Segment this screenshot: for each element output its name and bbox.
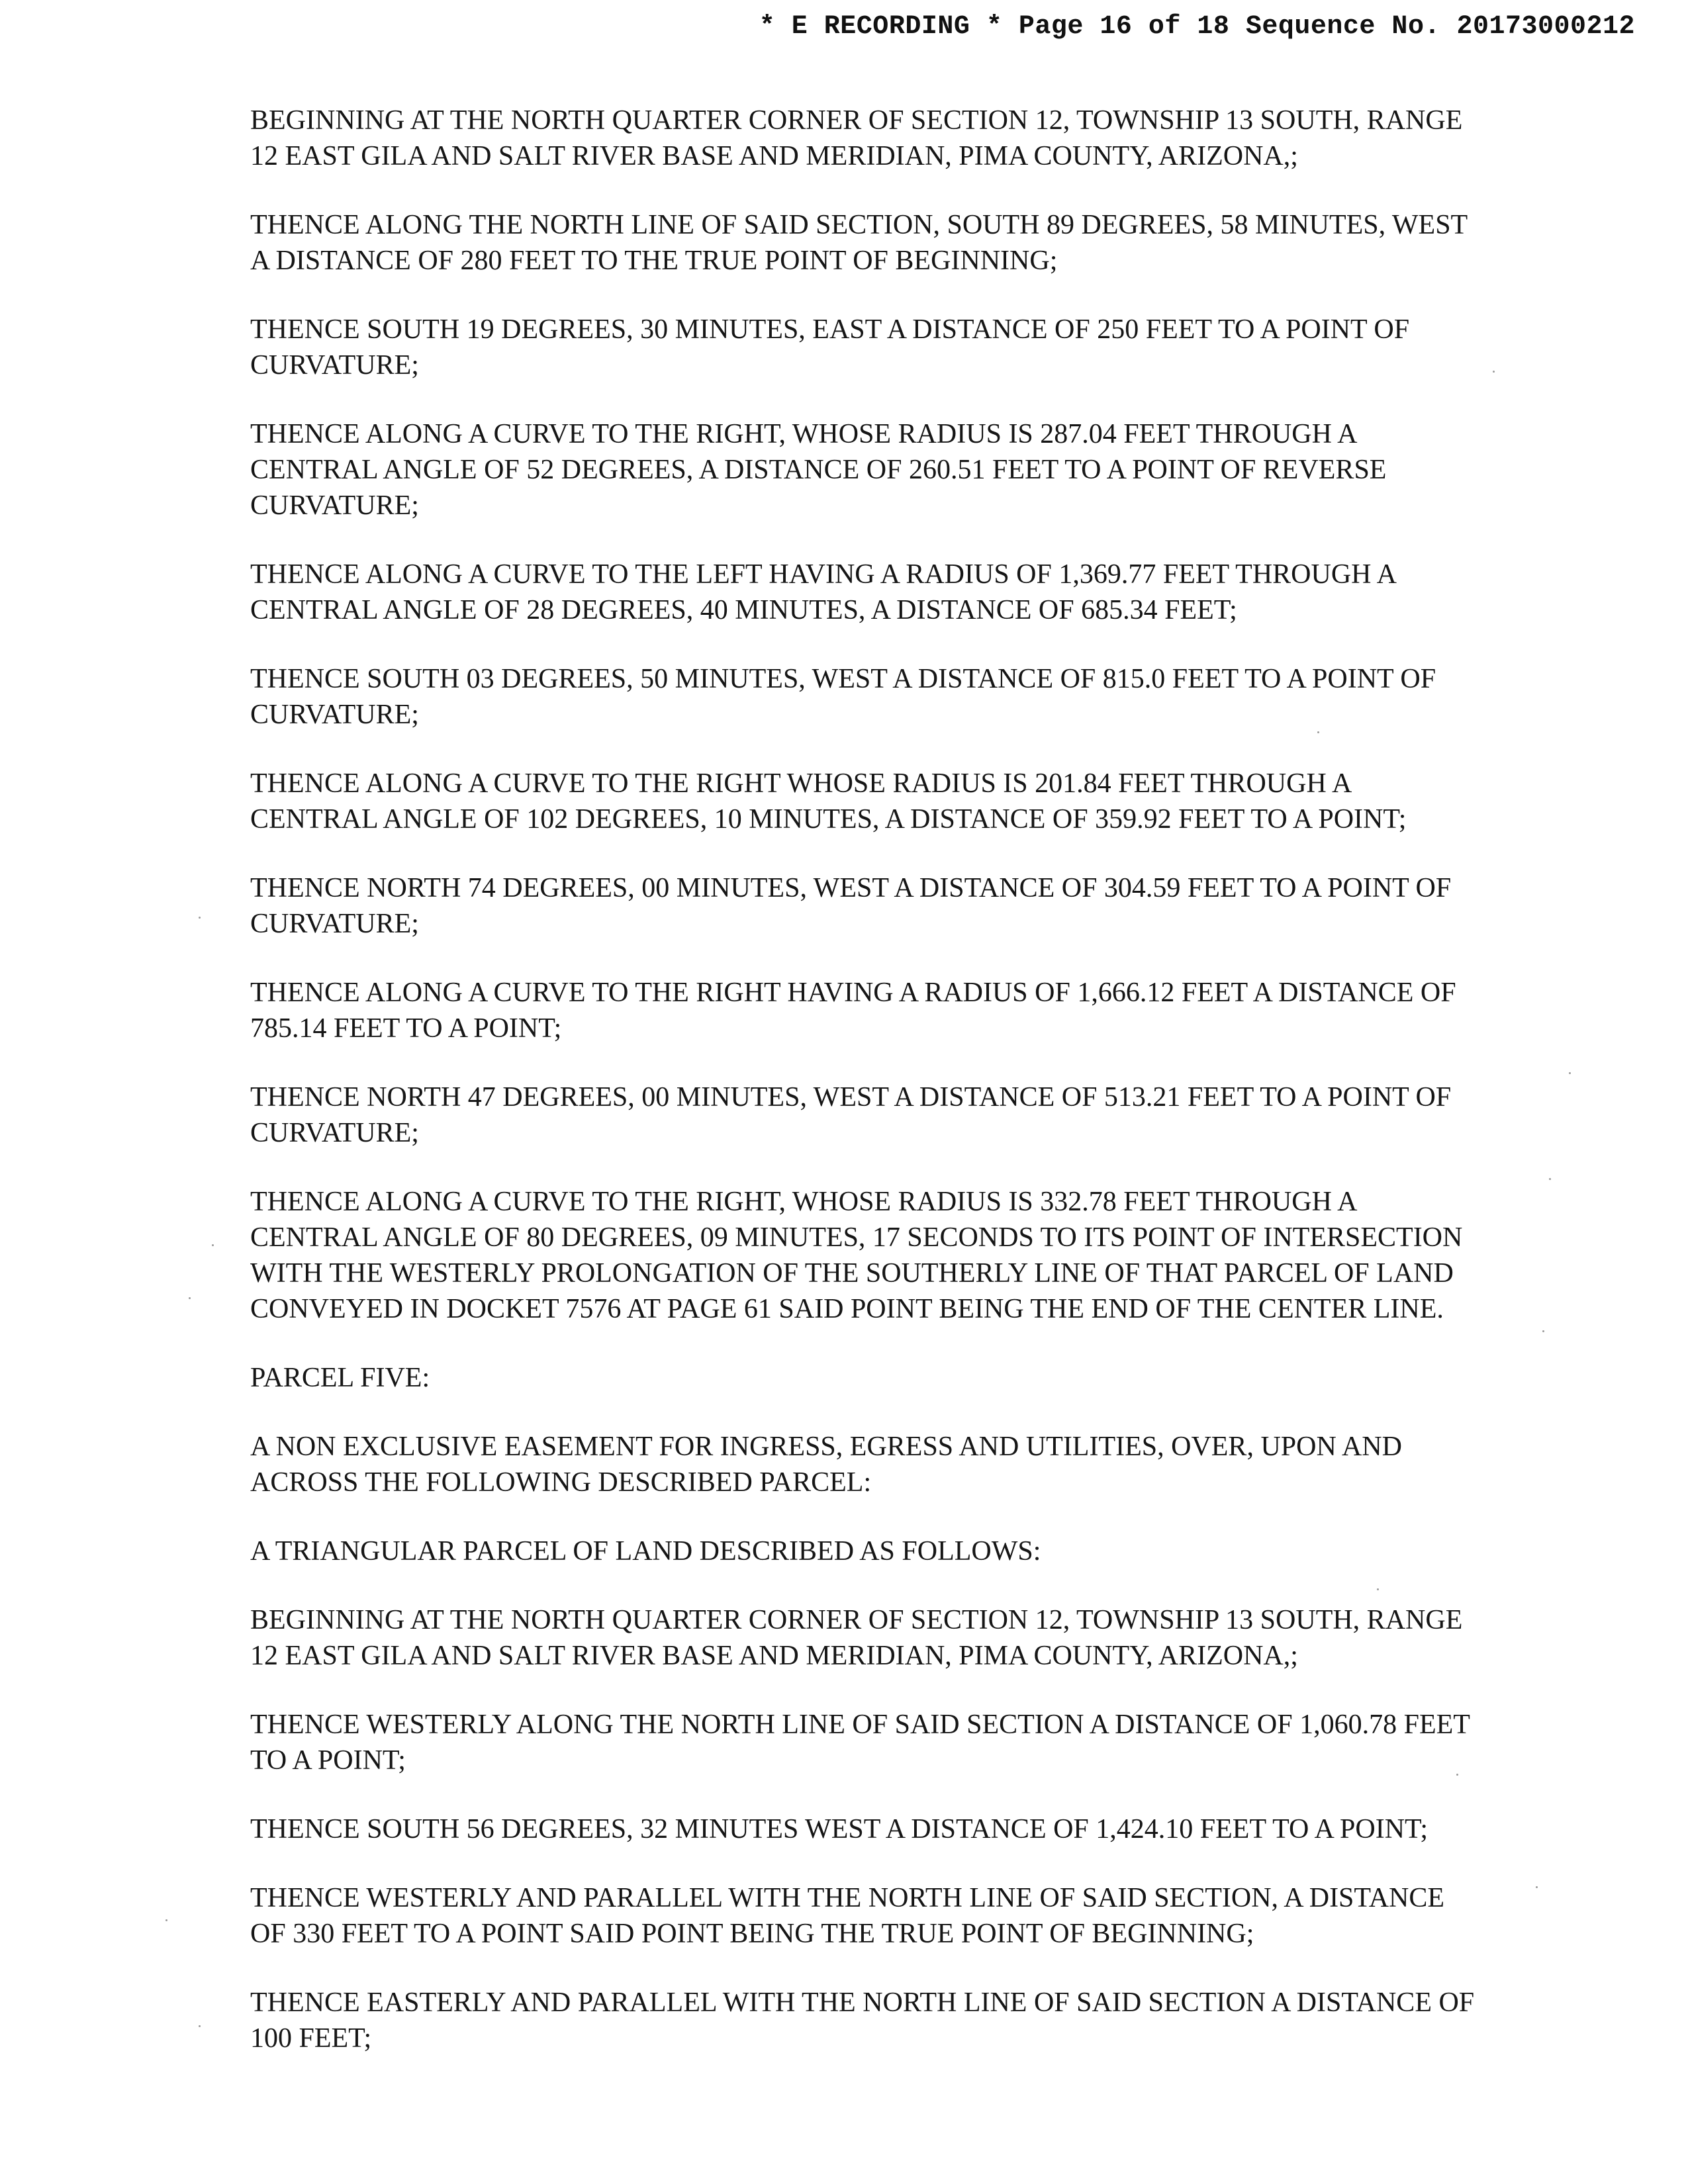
paragraph-13: A NON EXCLUSIVE EASEMENT FOR INGRESS, EGRESS AND UTILITIES, OVER, UPON AND ACROSS THE FOLLOWING DESCRIBED PARCEL: — [250, 1432, 1402, 1498]
scan-speck — [1377, 1588, 1379, 1590]
scan-speck — [199, 2025, 201, 2027]
parcel-heading: PARCEL FIVE: — [250, 1363, 430, 1393]
scan-speck — [165, 1919, 167, 1921]
scan-speck — [1549, 1178, 1551, 1180]
recording-header: * E RECORDING * Page 16 of 18 Sequence No. 20173000212 — [759, 12, 1635, 42]
paragraph-19: THENCE EASTERLY AND PARALLEL WITH THE NORTH LINE OF SAID SECTION A DISTANCE OF 100 FEET; — [250, 1987, 1475, 2054]
paragraph-10: THENCE NORTH 47 DEGREES, 00 MINUTES, WEST A DISTANCE OF 513.21 FEET TO A POINT OF CURVATURE; — [250, 1082, 1452, 1148]
scan-speck — [1317, 731, 1319, 733]
scan-speck — [1493, 371, 1495, 373]
paragraph-14: A TRIANGULAR PARCEL OF LAND DESCRIBED AS FOLLOWS: — [250, 1536, 1041, 1567]
scan-speck — [199, 917, 201, 919]
paragraph-3: THENCE SOUTH 19 DEGREES, 30 MINUTES, EAST A DISTANCE OF 250 FEET TO A POINT OF CURVATURE; — [250, 314, 1410, 381]
scan-speck — [189, 1297, 191, 1299]
scan-speck — [212, 1244, 214, 1246]
paragraph-2: THENCE ALONG THE NORTH LINE OF SAID SECTION, SOUTH 89 DEGREES, 58 MINUTES, WEST A DISTANCE OF 280 FEET TO THE TRUE POINT OF BEGINNING; — [250, 210, 1468, 276]
paragraph-5: THENCE ALONG A CURVE TO THE LEFT HAVING A RADIUS OF 1,369.77 FEET THROUGH A CENTRAL ANGLE OF 28 DEGREES, 40 MINUTES, A DISTANCE OF 685.34 FEET; — [250, 559, 1395, 625]
paragraph-11: THENCE ALONG A CURVE TO THE RIGHT, WHOSE RADIUS IS 332.78 FEET THROUGH A CENTRAL ANGLE OF 80 DEGREES, 09 MINUTES, 17 SECONDS TO ITS POINT OF INTERSECTION WITH THE WESTERLY PROLONGATION OF THE SOUTHERLY LINE OF THAT PARCEL OF LAND CONVEYED IN DOCKET 7576 AT PAGE 61 SAID POINT BEING THE END OF THE CENTER LINE. — [250, 1187, 1463, 1324]
scan-speck — [1536, 1886, 1538, 1888]
paragraph-9: THENCE ALONG A CURVE TO THE RIGHT HAVING A RADIUS OF 1,666.12 FEET A DISTANCE OF 785.14 FEET TO A POINT; — [250, 978, 1456, 1044]
paragraph-15: BEGINNING AT THE NORTH QUARTER CORNER OF SECTION 12, TOWNSHIP 13 SOUTH, RANGE 12 EAST GILA AND SALT RIVER BASE AND MERIDIAN, PIMA COUNTY, ARIZONA,; — [250, 1605, 1463, 1671]
scan-speck — [1542, 1330, 1544, 1332]
paragraph-16: THENCE WESTERLY ALONG THE NORTH LINE OF SAID SECTION A DISTANCE OF 1,060.78 FEET TO A POINT; — [250, 1709, 1470, 1776]
legal-description — [250, 103, 1475, 2089]
paragraph-4: THENCE ALONG A CURVE TO THE RIGHT, WHOSE RADIUS IS 287.04 FEET THROUGH A CENTRAL ANGLE OF 52 DEGREES, A DISTANCE OF 260.51 FEET TO A POINT OF REVERSE CURVATURE; — [250, 419, 1387, 521]
paragraph-6: THENCE SOUTH 03 DEGREES, 50 MINUTES, WEST A DISTANCE OF 815.0 FEET TO A POINT OF CURVATURE; — [250, 664, 1436, 730]
paragraph-17: THENCE SOUTH 56 DEGREES, 32 MINUTES WEST A DISTANCE OF 1,424.10 FEET TO A POINT; — [250, 1814, 1429, 1844]
paragraph-18: THENCE WESTERLY AND PARALLEL WITH THE NORTH LINE OF SAID SECTION, A DISTANCE OF 330 FEET TO A POINT SAID POINT BEING THE TRUE POINT OF BEGINNING; — [250, 1883, 1445, 1949]
paragraph-7: THENCE ALONG A CURVE TO THE RIGHT WHOSE RADIUS IS 201.84 FEET THROUGH A CENTRAL ANGLE OF 102 DEGREES, 10 MINUTES, A DISTANCE OF 359.92 FEET TO A POINT; — [250, 768, 1407, 835]
paragraph-1: BEGINNING AT THE NORTH QUARTER CORNER OF SECTION 12, TOWNSHIP 13 SOUTH, RANGE 12 EAST GILA AND SALT RIVER BASE AND MERIDIAN, PIMA COUNTY, ARIZONA,; — [250, 105, 1463, 171]
scan-speck — [1569, 1072, 1571, 1074]
scan-speck — [1456, 1774, 1458, 1776]
paragraph-8: THENCE NORTH 74 DEGREES, 00 MINUTES, WEST A DISTANCE OF 304.59 FEET TO A POINT OF CURVATURE; — [250, 873, 1452, 939]
